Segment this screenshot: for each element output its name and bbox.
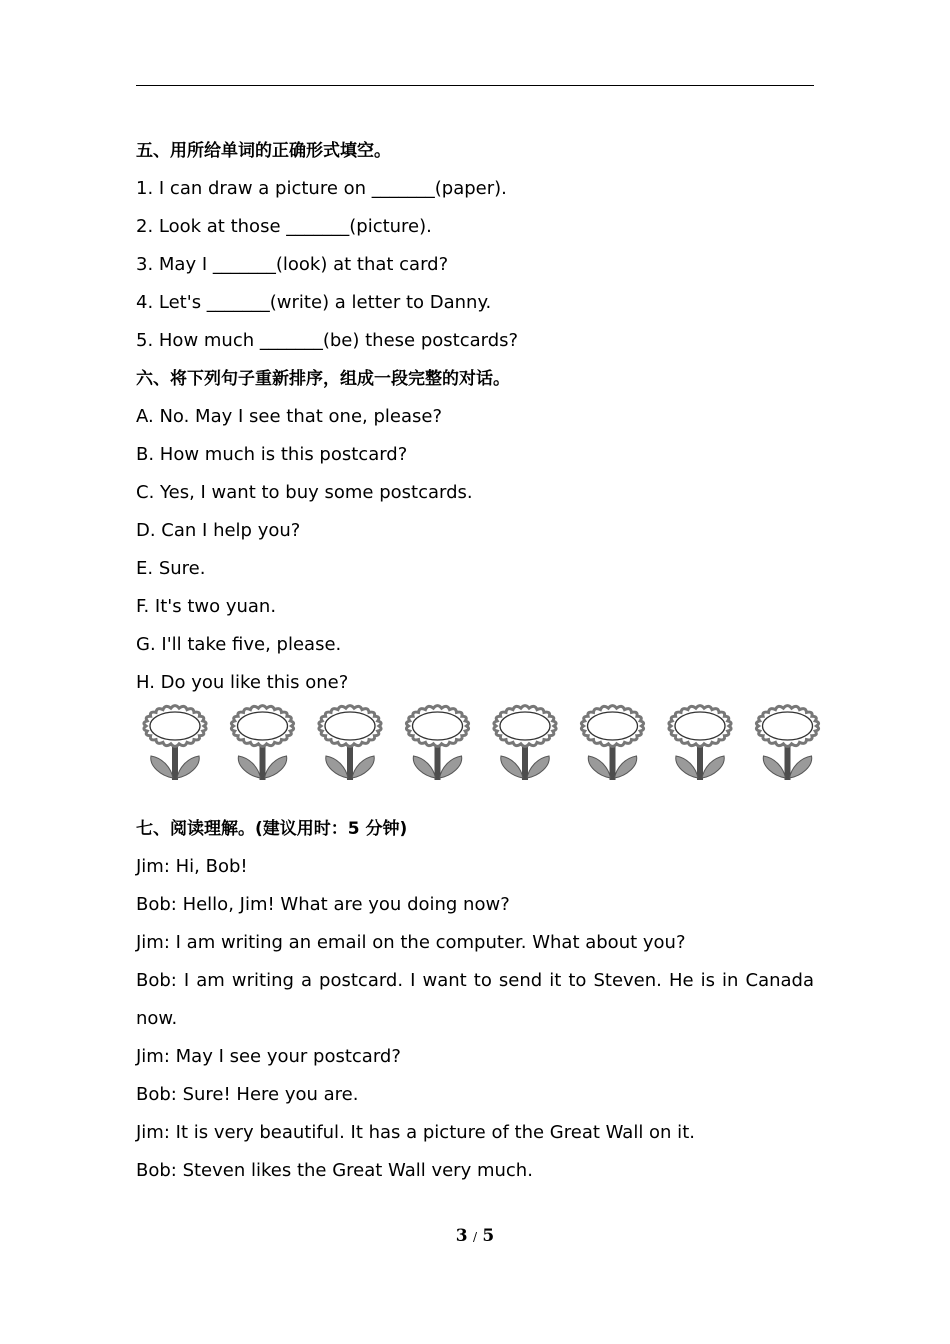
flower-answer-box [325,712,375,740]
section-6-item-d: D. Can I help you? [136,520,301,541]
flower-leaf-right [177,756,199,778]
flower-leaf-left [588,756,610,778]
section-6-item-a: A. No. May I see that one, please? [136,406,443,427]
flower-answer-box [500,712,550,740]
answer-flower-4[interactable] [406,706,468,780]
answer-flower-7[interactable] [669,706,731,780]
flower-answer-box [413,712,463,740]
flower-stem [610,746,616,780]
flower-answer-box [588,712,638,740]
flower-leaf-right [702,756,724,778]
header-rule [136,85,814,86]
flower-leaf-right [615,756,637,778]
section-6-item-e: E. Sure. [136,558,206,579]
answer-flower-8[interactable] [756,706,818,780]
answer-flower-1[interactable] [144,706,206,780]
flower-leaf-left [676,756,698,778]
section-5-heading: 五、用所给单词的正确形式填空。 [136,141,391,161]
flower-stem [435,746,441,780]
dialogue-line-1: Jim: Hi, Bob! [136,856,248,877]
flower-stem [697,746,703,780]
flower-leaf-right [527,756,549,778]
worksheet-content [136,132,814,1190]
flower-row-graphic [136,702,826,794]
answer-flower-2[interactable] [231,706,293,780]
page-number [0,1226,950,1246]
flower-stem [785,746,791,780]
flower-leaf-left [501,756,523,778]
flower-answer-box [150,712,200,740]
flower-leaf-right [265,756,287,778]
flower-leaf-right [440,756,462,778]
flower-leaf-left [413,756,435,778]
total-pages: 5 [482,1226,495,1246]
answer-flower-6[interactable] [581,706,643,780]
flower-stem [172,746,178,780]
section-6-item-b: B. How much is this postcard? [136,444,408,465]
answer-flower-row [136,702,814,794]
section-5-item-4: 4. Let's _______(write) a letter to Danny. [136,292,492,313]
dialogue-line-4: Bob: I am writing a postcard. I want to send it to Steven. He is in Canada [136,970,814,991]
flower-stem [347,746,353,780]
dialogue-line-2: Bob: Hello, Jim! What are you doing now? [136,894,510,915]
flower-leaf-right [790,756,812,778]
flower-stem [522,746,528,780]
dialogue-line-3: Jim: I am writing an email on the computer. What about you? [136,932,686,953]
flower-leaf-left [326,756,348,778]
flower-leaf-left [151,756,173,778]
flower-leaf-left [238,756,260,778]
answer-flower-3[interactable] [319,706,381,780]
section-7-heading: 七、阅读理解。(建议用时：5 分钟) [136,819,408,839]
section-5-item-5: 5. How much _______(be) these postcards? [136,330,519,351]
flower-stem [260,746,266,780]
answer-flower-5[interactable] [494,706,556,780]
section-6-item-g: G. I'll take five, please. [136,634,342,655]
flower-answer-box [238,712,288,740]
section-5-item-3: 3. May I _______(look) at that card? [136,254,449,275]
section-6-item-c: C. Yes, I want to buy some postcards. [136,482,473,503]
section-6-item-f: F. It's two yuan. [136,596,277,617]
dialogue-line-5: Jim: May I see your postcard? [136,1046,401,1067]
section-6-heading: 六、将下列句子重新排序，组成一段完整的对话。 [136,369,510,389]
section-6-item-h: H. Do you like this one? [136,672,349,693]
dialogue-line-8: Bob: Steven likes the Great Wall very much. [136,1160,533,1181]
current-page: 3 [455,1226,468,1246]
page-separator: / [472,1230,478,1244]
section-5-item-2: 2. Look at those _______(picture). [136,216,432,237]
flower-leaf-right [352,756,374,778]
flower-answer-box [763,712,813,740]
flower-answer-box [675,712,725,740]
dialogue-line-6: Bob: Sure! Here you are. [136,1084,359,1105]
dialogue-line-7: Jim: It is very beautiful. It has a picture of the Great Wall on it. [136,1122,695,1143]
flower-leaf-left [763,756,785,778]
dialogue-line-4-continued: now. [136,1008,178,1029]
section-5-item-1: 1. I can draw a picture on _______(paper). [136,178,507,199]
